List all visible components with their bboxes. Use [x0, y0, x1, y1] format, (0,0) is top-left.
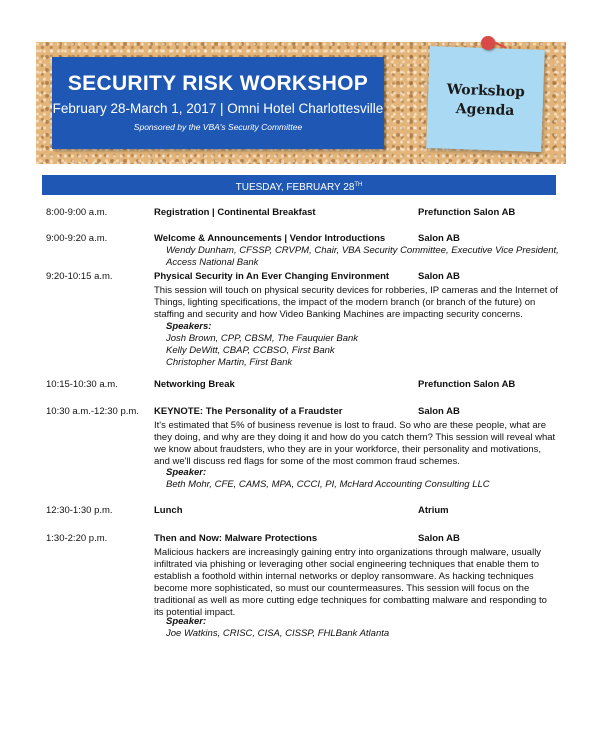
day-header: [42, 175, 556, 195]
session-description: It's estimated that 5% of business revenue is lost to fraud. So who are these people, what are they doing, and why are they doing it and how do you catch them? This session will reveal what we know about fraudsters, who they are in your workforce, their personality and motivations, and we'll discuss red flags for some of the most common fraud schemes.: [154, 420, 556, 467]
session-room: Salon AB: [418, 233, 460, 244]
speaker-name: Christopher Martin, First Bank: [166, 357, 293, 368]
session-room: Salon AB: [418, 271, 460, 282]
session-room: Salon AB: [418, 533, 460, 544]
title-box: [52, 57, 384, 149]
header-banner: [36, 42, 566, 164]
speaker-name: Kelly DeWitt, CBAP, CCBSO, First Bank: [166, 345, 335, 356]
sponsor-line: Sponsored by the VBA's Security Committee: [133, 122, 303, 132]
pushpin-icon: [481, 36, 495, 50]
speaker-name: Josh Brown, CPP, CBSM, The Fauquier Bank: [166, 333, 359, 344]
session-title: Networking Break: [154, 379, 235, 390]
sticky-note-text: [427, 80, 543, 122]
session-description: Malicious hackers are increasingly gaining entry into organizations through malware, usually infiltrated via phishing or leveraging other social engineering techniques that enable them to establish a foothold within internal networks or deploy ransomware. As hacking techniques become more sophisticated, so must our countermeasures. This session will focus on the traditional as well as more cutting edge techniques for combatting malware and responding to its potential impact.: [154, 547, 547, 618]
session-title: Then and Now: Malware Protections: [154, 533, 318, 544]
session-title: KEYNOTE: The Personality of a Fraudster: [154, 406, 343, 417]
session-time: 8:00-9:00 a.m.: [46, 207, 108, 218]
event-date-location: February 28-March 1, 2017 | Omni Hotel Charlottesville: [52, 101, 384, 116]
speakers-label: Speakers:: [166, 321, 212, 332]
session-room: Atrium: [418, 505, 449, 516]
session-room: Salon AB: [418, 406, 460, 417]
session-time: 12:30-1:30 p.m.: [46, 505, 113, 516]
session-time: 9:00-9:20 a.m.: [46, 233, 108, 244]
day-label: TUESDAY, FEBRUARY 28: [235, 182, 355, 193]
session-time: 9:20-10:15 a.m.: [46, 271, 113, 282]
session-room: Prefunction Salon AB: [418, 207, 516, 218]
session-description: This session will touch on physical security devices for robberies, IP cameras and the Internet of Things, lighting specifications, the impact of the modern branch (or branch of the future) on staffing and security and how Video Banking Machines are impacting security concerns.: [154, 285, 558, 320]
session-title: Welcome & Announcements | Vendor Introductions: [154, 233, 386, 244]
session-title: Registration | Continental Breakfast: [154, 207, 316, 218]
session-title: Lunch: [154, 505, 183, 516]
sticky-note: [426, 46, 544, 152]
session-time: 10:30 a.m.-12:30 p.m.: [46, 406, 139, 417]
page-title: SECURITY RISK WORKSHOP: [67, 72, 369, 95]
session-presenter: Wendy Dunham, CFSSP, CRVPM, Chair, VBA Security Committee, Executive Vice President, Access National Bank: [166, 245, 559, 268]
session-title: Physical Security in An Ever Changing Environment: [154, 271, 390, 282]
session-room: Prefunction Salon AB: [418, 379, 516, 390]
session-time: 10:15-10:30 a.m.: [46, 379, 118, 390]
speaker-name: Beth Mohr, CFE, CAMS, MPA, CCCI, PI, McHard Accounting Consulting LLC: [166, 479, 490, 490]
note-line-1: Workshop: [446, 81, 526, 101]
speakers-label: Speaker:: [166, 467, 207, 478]
speakers-label: Speaker:: [166, 616, 207, 627]
session-time: 1:30-2:20 p.m.: [46, 533, 108, 544]
speaker-name: Joe Watkins, CRISC, CISA, CISSP, FHLBank Atlanta: [166, 628, 390, 639]
day-suffix: TH: [354, 182, 363, 188]
note-line-2: Agenda: [455, 100, 515, 120]
